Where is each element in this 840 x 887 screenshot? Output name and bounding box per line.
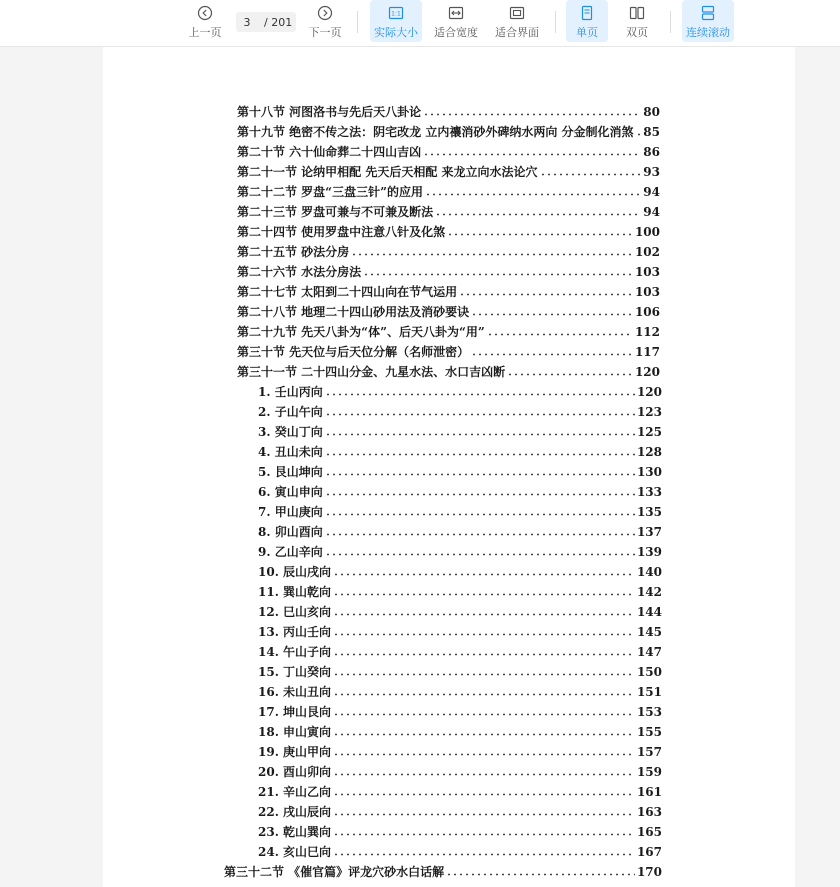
toc-entry-page: 94 <box>643 185 660 199</box>
toc-entry[interactable] <box>258 683 662 701</box>
toc-entry-title: 4. 丑山未向 <box>258 445 323 459</box>
fit-width-button[interactable] <box>430 0 482 42</box>
toc-entry-page: 153 <box>636 705 662 719</box>
next-page-button[interactable] <box>305 0 345 42</box>
toc-entry-title: 第三十二节 《催官篇》评龙穴砂水白话解 <box>224 865 445 879</box>
toc-entry-page: 93 <box>643 165 660 179</box>
toolbar-divider <box>555 11 556 33</box>
toc-leader-dots <box>487 333 633 336</box>
toc-leader-dots <box>333 733 635 736</box>
toc-entry-page: 144 <box>636 605 662 619</box>
double-page-label: 双页 <box>626 26 648 39</box>
toc-entry-page: 130 <box>636 465 662 479</box>
toc-leader-dots <box>446 873 635 876</box>
toc-entry-page: 159 <box>636 765 662 779</box>
toc-leader-dots <box>325 553 635 556</box>
toc-entry-page: 165 <box>636 825 662 839</box>
toc-entry-page: 112 <box>634 325 660 339</box>
toc-entry-page: 80 <box>643 105 660 119</box>
toc-entry[interactable] <box>258 743 662 761</box>
toc-entry-title: 12. 巳山亥向 <box>258 605 332 619</box>
toc-entry[interactable] <box>237 363 660 381</box>
continuous-scroll-button[interactable] <box>682 0 734 42</box>
toc-entry-page: 85 <box>643 125 660 139</box>
toc-leader-dots <box>333 813 635 816</box>
actual-size-button[interactable] <box>370 0 422 42</box>
toc-entry[interactable] <box>258 803 662 821</box>
toc-entry-page: 142 <box>636 585 662 599</box>
toc-entry[interactable] <box>258 703 662 721</box>
toc-leader-dots <box>333 853 635 856</box>
toc-leader-dots <box>363 273 633 276</box>
toc-entry-page: 147 <box>636 645 662 659</box>
toc-entry[interactable] <box>258 403 662 421</box>
toc-leader-dots <box>333 653 635 656</box>
toc-entry[interactable] <box>237 263 660 281</box>
toc-entry-title: 7. 甲山庚向 <box>258 505 323 519</box>
toc-entry-title: 第二十节 六十仙命葬二十四山吉凶 <box>237 145 422 159</box>
toc-entry[interactable] <box>237 283 660 301</box>
toc-entry-title: 第十九节 绝密不传之法：阴宅改龙 立内禳消砂外碑纳水两向 分金制化消煞 <box>237 125 634 139</box>
toc-entry-title: 8. 卯山酉向 <box>258 525 323 539</box>
toc-entry[interactable] <box>237 303 660 321</box>
toc-entry-title: 14. 午山子向 <box>258 645 332 659</box>
toc-entry[interactable] <box>237 323 660 341</box>
toc-entry[interactable] <box>237 183 660 201</box>
toc-entry-title: 11. 巽山乾向 <box>258 585 332 599</box>
toc-leader-dots <box>636 133 642 136</box>
toc-entry-title: 1. 壬山丙向 <box>258 385 323 399</box>
page-indicator <box>236 12 296 32</box>
toc-entry[interactable] <box>237 223 660 241</box>
toc-entry-page: 135 <box>636 505 662 519</box>
toc-leader-dots <box>471 313 633 316</box>
toc-entry-page: 117 <box>634 345 660 359</box>
toc-entry-title: 第三十节 先天位与后天位分解（名师泄密） <box>237 345 470 359</box>
toc-entry-title: 第二十七节 太阳到二十四山向在节气运用 <box>237 285 458 299</box>
toc-entry[interactable] <box>237 203 660 221</box>
toc-leader-dots <box>507 373 633 376</box>
toc-leader-dots <box>540 173 642 176</box>
toc-leader-dots <box>325 533 635 536</box>
toc-entry-page: 150 <box>636 665 662 679</box>
toc-leader-dots <box>325 513 635 516</box>
single-page-button[interactable] <box>566 0 608 42</box>
toc-entry-page: 155 <box>636 725 662 739</box>
toc-entry-title: 9. 乙山辛向 <box>258 545 323 559</box>
toc-entry-page: 163 <box>636 805 662 819</box>
toc-entry[interactable] <box>237 243 660 261</box>
toc-entry[interactable] <box>258 383 662 401</box>
toc-leader-dots <box>333 593 635 596</box>
toc-entry-page: 140 <box>636 565 662 579</box>
fit-page-icon <box>509 5 525 21</box>
toc-entry[interactable] <box>258 783 662 801</box>
fit-page-label: 适合界面 <box>495 26 539 39</box>
toc-entry-page: 128 <box>636 445 662 459</box>
toc-leader-dots <box>423 113 641 116</box>
svg-text:1:1: 1:1 <box>391 10 401 18</box>
toc-entry[interactable] <box>258 583 662 601</box>
viewer-toolbar <box>0 0 840 47</box>
toc-entry-page: 120 <box>634 365 660 379</box>
toc-entry-page: 86 <box>643 145 660 159</box>
toc-entry-title: 24. 亥山巳向 <box>258 845 332 859</box>
toc-entry-title: 第二十五节 砂法分房 <box>237 245 350 259</box>
toc-entry[interactable] <box>258 603 662 621</box>
page-total: / 201 <box>264 15 293 29</box>
toc-entry-title: 2. 子山午向 <box>258 405 323 419</box>
prev-page-button[interactable] <box>185 0 225 42</box>
toc-entry-title: 6. 寅山申向 <box>258 485 323 499</box>
toc-entry-page: 137 <box>636 525 662 539</box>
toc-entry-page: 139 <box>636 545 662 559</box>
toc-entry-title: 第三十一节 二十四山分金、九星水法、水口吉凶断 <box>237 365 506 379</box>
toc-entry[interactable] <box>258 543 662 561</box>
toc-entry-title: 第二十四节 使用罗盘中注意八针及化煞 <box>237 225 446 239</box>
toc-entry-page: 102 <box>634 245 660 259</box>
toc-entry-page: 145 <box>636 625 662 639</box>
toc-leader-dots <box>333 773 635 776</box>
toc-entry[interactable] <box>258 623 662 641</box>
single-page-icon <box>579 5 595 21</box>
toc-leader-dots <box>333 693 635 696</box>
toc-entry[interactable] <box>258 563 662 581</box>
toc-entry-title: 13. 丙山壬向 <box>258 625 332 639</box>
toc-entry[interactable] <box>258 503 662 521</box>
toc-leader-dots <box>325 393 635 396</box>
double-page-button[interactable] <box>616 0 658 42</box>
toc-entry[interactable] <box>237 163 660 181</box>
toc-entry-title: 第十八节 河图洛书与先后天八卦论 <box>237 105 422 119</box>
toc-entry[interactable] <box>237 103 660 121</box>
double-page-icon <box>629 5 645 21</box>
toc-entry[interactable] <box>258 723 662 741</box>
toc-entry-title: 16. 未山丑向 <box>258 685 332 699</box>
toc-entry-title: 17. 坤山艮向 <box>258 705 332 719</box>
toc-entry-title: 20. 酉山卯向 <box>258 765 332 779</box>
toc-entry-title: 3. 癸山丁向 <box>258 425 323 439</box>
toc-entry-page: 157 <box>636 745 662 759</box>
toc-leader-dots <box>325 473 635 476</box>
toolbar-divider <box>357 11 358 33</box>
toc-entry[interactable] <box>258 823 662 841</box>
toc-entry-page: 120 <box>636 385 662 399</box>
toc-leader-dots <box>425 193 641 196</box>
toc-entry[interactable] <box>258 463 662 481</box>
toc-entry[interactable] <box>237 343 660 361</box>
toc-entry-title: 15. 丁山癸向 <box>258 665 332 679</box>
toc-entry-page: 161 <box>636 785 662 799</box>
toc-entry[interactable] <box>258 423 662 441</box>
toc-leader-dots <box>333 633 635 636</box>
toc-leader-dots <box>325 493 635 496</box>
toc-entry[interactable] <box>258 483 662 501</box>
toc-entry-page: 123 <box>636 405 662 419</box>
actual-size-label: 实际大小 <box>374 26 418 39</box>
toc-leader-dots <box>333 613 635 616</box>
toc-leader-dots <box>333 573 635 576</box>
toc-entry-title: 10. 辰山戌向 <box>258 565 332 579</box>
continuous-scroll-label: 连续滚动 <box>686 26 730 39</box>
toc-entry-title: 第二十六节 水法分房法 <box>237 265 362 279</box>
fit-width-label: 适合宽度 <box>434 26 478 39</box>
toc-entry[interactable] <box>258 443 662 461</box>
toc-entry-page: 100 <box>634 225 660 239</box>
toc-entry-title: 5. 艮山坤向 <box>258 465 323 479</box>
toc-leader-dots <box>459 293 633 296</box>
toc-entry-page: 94 <box>643 205 660 219</box>
toc-entry-title: 23. 乾山巽向 <box>258 825 332 839</box>
toc-entry-page: 170 <box>636 865 662 879</box>
toc-entry-page: 151 <box>636 685 662 699</box>
toc-entry-title: 第二十一节 论纳甲相配 先天后天相配 来龙立向水法论穴 <box>237 165 538 179</box>
toc-entry[interactable] <box>258 663 662 681</box>
toc-leader-dots <box>333 793 635 796</box>
toc-leader-dots <box>351 253 633 256</box>
toc-entry-page: 103 <box>634 265 660 279</box>
toc-leader-dots <box>333 753 635 756</box>
toc-entry-page: 103 <box>634 285 660 299</box>
toc-entry-page: 133 <box>636 485 662 499</box>
toc-entry-title: 第二十三节 罗盘可兼与不可兼及断法 <box>237 205 434 219</box>
actual-size-icon <box>388 5 404 21</box>
toc-entry-page: 106 <box>634 305 660 319</box>
toc-entry[interactable] <box>258 843 662 861</box>
toc-entry[interactable] <box>258 643 662 661</box>
toc-entry-title: 第二十九节 先天八卦为“体”、后天八卦为“用” <box>237 325 485 339</box>
toc-leader-dots <box>333 673 635 676</box>
toc-leader-dots <box>447 233 633 236</box>
toc-leader-dots <box>325 433 635 436</box>
toc-entry[interactable] <box>237 143 660 161</box>
toc-entry-title: 第二十二节 罗盘“三盘三针”的应用 <box>237 185 423 199</box>
toc-entry[interactable] <box>237 123 660 141</box>
toc-entry-title: 19. 庚山甲向 <box>258 745 332 759</box>
toc-leader-dots <box>325 413 635 416</box>
toc-leader-dots <box>333 713 635 716</box>
toc-entry-page: 167 <box>636 845 662 859</box>
toc-entry-page: 125 <box>636 425 662 439</box>
document-page <box>103 47 795 887</box>
toc-leader-dots <box>423 153 641 156</box>
toc-leader-dots <box>471 353 633 356</box>
toolbar-divider <box>670 11 671 33</box>
continuous-scroll-icon <box>700 5 716 21</box>
chevron-right-icon <box>317 5 333 21</box>
toc-entry-title: 21. 辛山乙向 <box>258 785 332 799</box>
toc-entry[interactable] <box>224 863 662 881</box>
prev-page-label: 上一页 <box>188 26 222 39</box>
chevron-left-icon <box>197 5 213 21</box>
toc-entry-title: 18. 申山寅向 <box>258 725 332 739</box>
toc-leader-dots <box>325 453 635 456</box>
toc-entry[interactable] <box>258 763 662 781</box>
toc-leader-dots <box>333 833 635 836</box>
toc-leader-dots <box>435 213 641 216</box>
next-page-label: 下一页 <box>308 26 342 39</box>
page-number-input[interactable]: 3 <box>243 15 251 29</box>
fit-width-icon <box>448 5 464 21</box>
fit-page-button[interactable] <box>491 0 543 42</box>
toc-entry[interactable] <box>258 523 662 541</box>
single-page-label: 单页 <box>576 26 598 39</box>
toc-entry-title: 22. 戌山辰向 <box>258 805 332 819</box>
toc-entry-title: 第二十八节 地理二十四山砂用法及消砂要诀 <box>237 305 470 319</box>
